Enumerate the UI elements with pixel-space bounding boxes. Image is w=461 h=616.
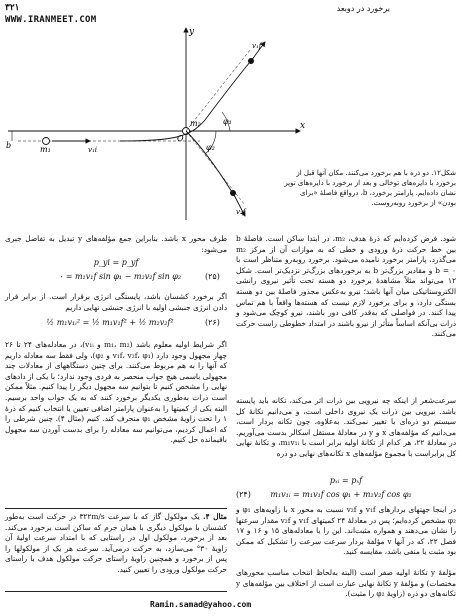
equation-24-lhs: pₓᵢ = pₓf (329, 476, 363, 485)
v1f-label: v₁f (252, 42, 262, 50)
equation-26-number: (۲۶) (205, 318, 220, 327)
page-number: ۳۲۱ (5, 3, 20, 13)
footer-email[interactable]: Ramin.samad@yahoo.com (150, 600, 252, 609)
m1-label: m₁ (40, 145, 51, 154)
example-top-rule (5, 508, 227, 509)
example-text: یک مولکول گاز که با سرعت ۳۲۲m/s در حرکت است به‌طور کشسان با مولکول دیگری با همان جرم که ساکن است برخورد می‌کند. بعد از برخورد، مولکول اول در راستایی که با امتداد سرعت اولیهٔ آن زاویهٔ ۳۰° می‌سازد، به حرکت درمی‌آید. سرعت هر یک از مولکولها را پس از برخورد و همچنین زاویهٔ راستای حرکت مولکول هدف با راستای حرکت مولکول ورودی را تعیین کنید. (5, 512, 227, 574)
example-bottom-rule (5, 591, 227, 592)
left-paragraph-1: طرف محور x باشد. بنابراین جمع مؤلفه‌های y تبدیل به تفاضل جبری می‌شود: (5, 234, 228, 254)
m1-asymptote (186, 50, 250, 131)
running-header-title: برخورد در دوبعد (336, 4, 390, 13)
example-box (5, 512, 227, 576)
v2f-label: v₂f (236, 208, 246, 216)
y-axis-label: y (189, 27, 195, 37)
impact-parameter-label: b (6, 141, 12, 150)
equation-25-lhs: p_yi = p_yf (93, 258, 139, 267)
v1i-label: v₁i (88, 146, 97, 154)
equation-25-number: (۲۵) (205, 272, 220, 281)
m2-asymptote (186, 131, 245, 205)
phi1-label: φ₁ (223, 117, 232, 126)
phi2-label: φ₂ (206, 143, 215, 152)
m2-trajectory (186, 131, 232, 192)
x-axis-label: x (300, 121, 306, 131)
m2-label: m₂ (190, 119, 201, 128)
site-url[interactable]: WWW.IRANMEET.COM (5, 15, 97, 25)
right-paragraph-1: شود. فرض کرده‌ایم که ذرهٔ هدف، m₂، در ابتدا ساکن است. فاصلهٔ b بین خط حرکت ذرهٔ ورودی و خطی که به موازات آن از مرکز m₂ می‌گذرد، پارامتر برخورد نامیده می‌شود. برخورد روبه‌رو متناظر است با b = ۰ و مقادیر بزرگ‌تر b به برخوردهای بزرگ‌تر نزدیک‌تر است. شکل ۱۲ می‌تواند مثلاً مشاهدهٔ برخورد دو هسته تحت تأثیر نیروی رانشی الکتروستاتیکی میان آنها باشد؛ نیرو به‌عکس مجذور فاصلهٔ بین دو هسته بستگی دارد، و برای برخورد لازم نیست که هسته‌ها واقعاً با هم تماس پیدا کنند. در فواصلی که به‌قدر کافی دور باشند، نیرو کوچک می‌شود و ذرات بی‌آنکه اساساً متأثر از نیرو باشند در امتداد خطوطی راست حرکت می‌کنند. (236, 234, 456, 339)
right-paragraph-3: در اینجا جهتهای بردارهای v₁f و v₂f نسبت به محور x با زاویه‌های φ₁ و φ₂ مشخص کرده‌ایم؛ پس در معادلهٔ ۲۴ کمیتهای v₁f و v₂f مقدار سرعتها را نشان می‌دهند و همواره مثبت‌اند. این را با معادله‌های ۱۵ و ۱۶ و ۱۷ فصل ۲۲، که در آنها v مؤلفهٔ بردار سرعت سرعت را تشکیل که ممکن بود مثبت یا منفی باشد، مقایسه کنید. (236, 505, 457, 557)
right-paragraph-4: مؤلفهٔ y تکانهٔ اولیه صفر است (البته به‌لحاظ انتخاب مناسب محورهای مختصات) و مؤلفهٔ y تکانهٔ نهایی عبارت است از اختلاف بین مؤلفه‌های y تکانه‌های دو ذره (زاویهٔ φ₂ را مثبت). (236, 568, 457, 599)
equation-26: ½ m₁v₁ᵢ² = ½ m₁v₁f² + ½ m₂v₂f² (46, 318, 174, 327)
origin-label: O (177, 134, 184, 143)
m1-initial-circle (43, 138, 50, 145)
equation-25-rhs: ۰ = m₁v₁f sin φ₁ − m₂v₂f sin φ₂ (58, 272, 182, 281)
equation-24-rhs: m₁v₁ᵢ = m₁v₁f cos φ₁ + m₂v₂f cos φ₂ (270, 490, 412, 499)
equation-24-number: (۲۴) (236, 490, 251, 499)
right-paragraph-2: سرعت‌شعر از اینکه چه نیرویی بین ذرات اثر می‌کند، تکانه باید پایسته باشد. نیرویی بین ذرات یک نیروی داخلی است، و می‌دانیم تکانهٔ کل سیستم دو ذره‌ای با تغییر نمی‌کند. به‌علاوه، چون تکانه بردار است، می‌دانیم که مؤلفه‌های x و y در معادلهٔ مستقل اسکالر بدست می‌آوریم. در معادلهٔ ۲۲، هر کدام از تکانهٔ اولیه برابر است با m₁v₁ᵢ، و تکانهٔ نهایی کل برابراست با مجموع مؤلفه‌های x تکانه‌های نهایی دو ذره (236, 396, 456, 458)
figure-caption: شکل۱۲. دو ذره با هم برخورد می‌کنند. مکان آنها قبل از برخورد با دایره‌های توخالی و بعد از برخورد با دایره‌های توپر نشان داده‌ایم. پارامتر برخورد، b، درواقع فاصلهٔ «برای بودن» از برخورد روبه‌روست. (284, 169, 456, 207)
left-paragraph-3: اگر شرایط اولیه معلوم باشد (m₁، m₂ و v₁ᵢ)، در معادله‌های ۲۴ تا ۲۶ چهار مجهول وجود دارد (v₁f، v₂f، φ₁ و φ₂)، ولی فقط سه معادله داریم که آنها را به هم مربوط می‌کنند. برای چنین دستگاههای از معادلات چند مجهولی باسمی هیچ جواب منحصر به فردی وجود ندارد؛ با یکی از دادهای نهایی را مشخص کنیم تا بتوانیم سه مجهول دیگر را پیدا کنیم. مثلاً ممکن است ذرات به‌طوری یکدیگر برخورد کنند که به یک جواب واحد برسیم. البته یکی از کمیتها را به‌عنوان پارامتر اضافی تعیین یا انتخاب کنیم که ذرهٔ ۱ را تحت زاویهٔ مشخص φ₁ منحرف کند. کنیم (مثال ۴). چنین شرطی را که اعمال کردیم، می‌توانیم سه معادله را برای بدست آوردن سه مجهول باقیمانده حل کنیم. (5, 340, 228, 445)
left-paragraph-2: اگر برخورد کشسان باشد، پایستگی انرژی برقرار است. از برابر قرار دادن انرژی جنبشی اولیه با انرژی جنبشی نهایی داریم (5, 292, 227, 312)
example-title: مثال ۴. (203, 512, 227, 521)
